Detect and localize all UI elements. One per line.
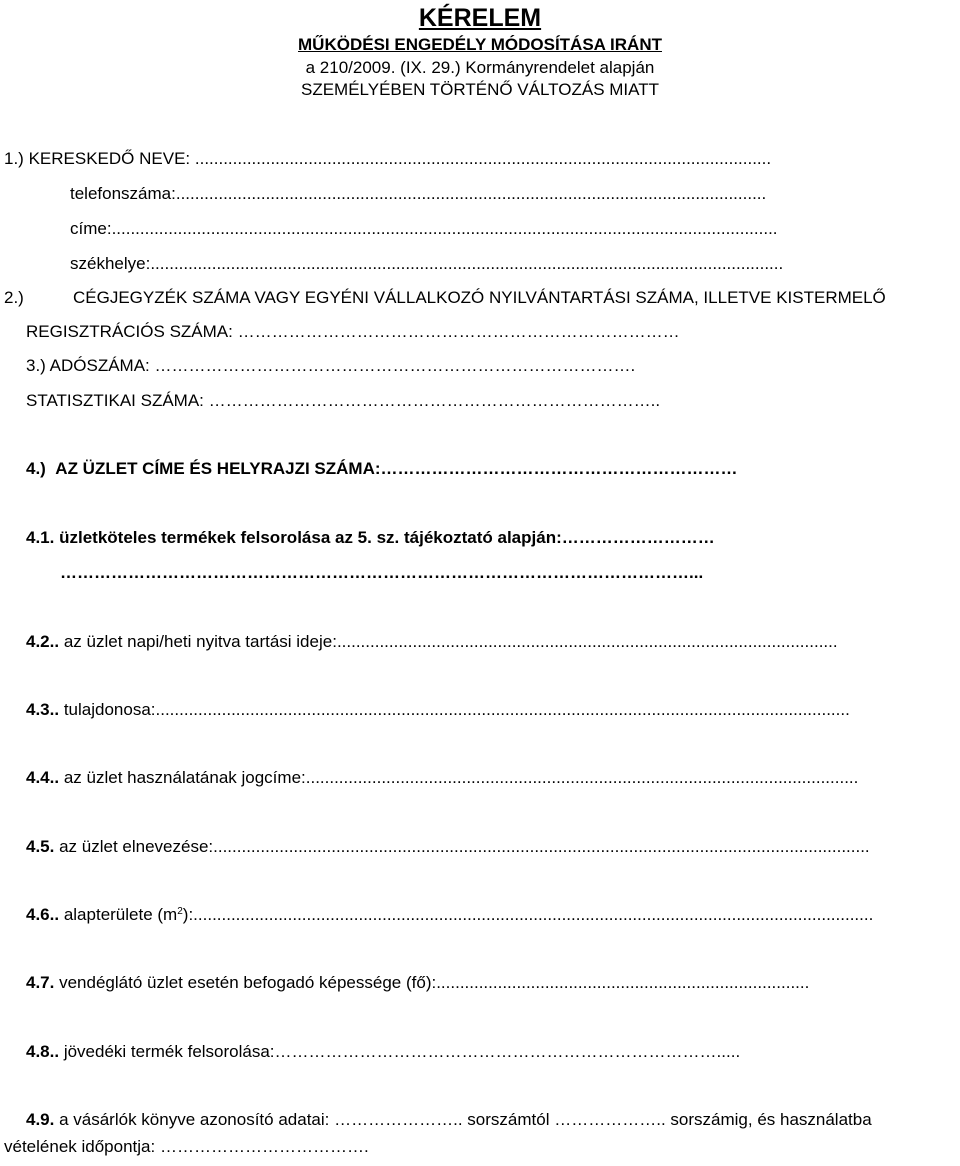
complaint-book-from-field[interactable]: ………………….. <box>334 1110 463 1129</box>
squared-superscript: 2 <box>177 906 183 917</box>
item-4-3-label: tulajdonosa: <box>63 700 156 719</box>
item-4-8-field[interactable]: ……………………………………………………………………..... <box>274 1042 741 1061</box>
trader-name-label: KERESKEDŐ NEVE: <box>28 149 191 168</box>
item-4-9-number: 4.9. <box>26 1110 55 1129</box>
item-4-2-row <box>26 632 956 652</box>
item-4-2-label: az üzlet napi/heti nyitva tartási ideje: <box>63 632 337 651</box>
item-4-6-row <box>26 905 956 925</box>
tax-number-field[interactable]: …………………………………………………………………………. <box>154 356 636 375</box>
item-4-1-field[interactable]: ……………………… <box>561 528 715 547</box>
complaint-book-to-field[interactable]: ……………….. <box>554 1110 666 1129</box>
phone-row <box>70 184 956 204</box>
usage-date-label: vételének időpontja: <box>4 1137 156 1156</box>
item-4-9-row-line2 <box>4 1137 956 1157</box>
item-4-4-field[interactable]: ..................................................................................................................... <box>305 768 859 787</box>
section-3-number: 3.) <box>26 356 46 375</box>
section-1-number: 1.) <box>4 149 24 168</box>
phone-label: telefonszáma: <box>70 184 176 203</box>
statistical-number-row <box>26 391 956 411</box>
item-4-5-row <box>26 837 956 857</box>
trader-name-field[interactable]: .......................................................................................................................... <box>194 149 772 168</box>
section-2-number: 2.) <box>4 288 24 307</box>
item-4-9-label: a vásárlók könyve azonosító adatai: <box>59 1110 330 1129</box>
serial-to-label: sorszámig, és használatba <box>670 1110 872 1129</box>
item-4-1-continuation[interactable]: …………………………………………………………………………………………………... <box>60 563 704 582</box>
shop-address-field[interactable]: ……………………………………………………… <box>380 459 738 478</box>
item-4-5-number: 4.5. <box>26 837 55 856</box>
section-4-number: 4.) <box>26 459 46 478</box>
registry-row-line2 <box>26 322 956 342</box>
item-4-8-row <box>26 1042 956 1062</box>
trader-name-row <box>4 149 956 169</box>
form-title: KÉRELEM <box>418 4 542 32</box>
shop-address-row <box>26 459 956 479</box>
item-4-4-number: 4.4.. <box>26 768 60 787</box>
statistical-number-field[interactable]: …………………………………………………………………….. <box>208 391 661 410</box>
item-4-8-number: 4.8.. <box>26 1042 60 1061</box>
seat-field[interactable]: ...................................................................................................................................... <box>150 254 784 273</box>
item-4-6-label: alapterülete $(m^2)$: <box>63 905 194 924</box>
item-4-8-label: jövedéki termék felsorolása: <box>63 1042 275 1061</box>
form-subtitle: MŰKÖDÉSI ENGEDÉLY MÓDOSÍTÁSA IRÁNT <box>298 35 662 54</box>
registry-label-line2: REGISZTRÁCIÓS SZÁMA: <box>26 322 233 341</box>
item-4-3-number: 4.3.. <box>26 700 60 719</box>
registry-number-field[interactable]: …………………………………………………………………… <box>237 322 680 341</box>
statistical-number-label: STATISZTIKAI SZÁMA: <box>26 391 204 410</box>
item-4-7-field[interactable]: ............................................................................... <box>436 973 810 992</box>
phone-field[interactable]: ............................................................................................................................. <box>175 184 767 203</box>
item-4-9-row <box>26 1110 956 1130</box>
regulation-reference: a 210/2009. (IX. 29.) Kormányrendelet alapján <box>305 58 655 77</box>
item-4-2-number: 4.2.. <box>26 632 60 651</box>
item-4-7-row <box>26 973 956 993</box>
tax-number-row <box>26 356 956 376</box>
change-reason: SZEMÉLYÉBEN TÖRTÉNŐ VÁLTOZÁS MIATT <box>300 80 659 99</box>
item-4-7-label: vendéglátó üzlet esetén befogadó képessége (fő): <box>59 973 437 992</box>
item-4-6-field[interactable]: ................................................................................................................................................ <box>193 905 874 924</box>
item-4-1-number: 4.1. <box>26 528 55 547</box>
address-field[interactable]: ............................................................................................................................................. <box>111 219 778 238</box>
item-4-3-row <box>26 700 956 720</box>
tax-number-label: ADÓSZÁMA: <box>49 356 150 375</box>
registry-label-line1: CÉGJEGYZÉK SZÁMA VAGY EGYÉNI VÁLLALKOZÓ NYILVÁNTARTÁSI SZÁMA, ILLETVE KISTERMELŐ <box>73 288 886 307</box>
item-4-5-field[interactable]: ........................................................................................................................................... <box>213 837 870 856</box>
usage-date-field[interactable]: ………………………………. <box>159 1137 369 1156</box>
item-4-2-field[interactable]: .......................................................................................................... <box>336 632 838 651</box>
item-4-4-row <box>26 768 956 788</box>
item-4-6-number: 4.6.. <box>26 905 60 924</box>
item-4-7-number: 4.7. <box>26 973 55 992</box>
item-4-1-row <box>26 528 956 548</box>
shop-address-label: AZ ÜZLET CÍME ÉS HELYRAJZI SZÁMA: <box>55 459 381 478</box>
seat-label: székhelye: <box>70 254 151 273</box>
seat-row <box>70 254 956 274</box>
item-4-4-label: az üzlet használatának jogcíme: <box>63 768 306 787</box>
address-label: címe: <box>70 219 112 238</box>
address-row <box>70 219 956 239</box>
item-4-1-label: üzletköteles termékek felsorolása az 5. sz. tájékoztató alapján: <box>59 528 562 547</box>
item-4-5-label: az üzlet elnevezése: <box>59 837 214 856</box>
serial-from-label: sorszámtól <box>467 1110 550 1129</box>
item-4-3-field[interactable]: ................................................................................................................................................... <box>155 700 850 719</box>
